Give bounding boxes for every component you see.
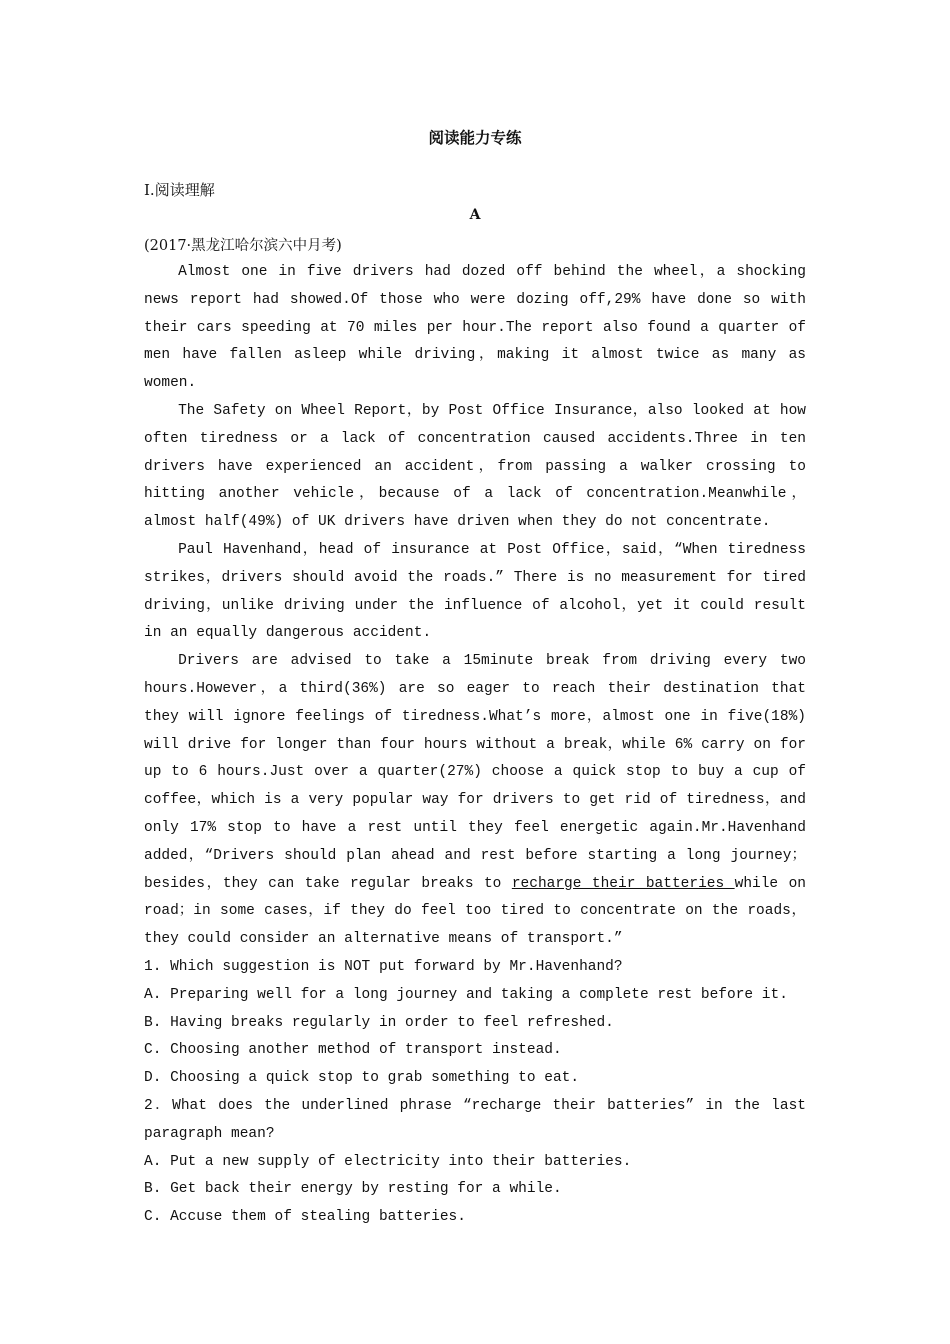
question-1-option-a: A. Preparing well for a long journey and taking a complete rest before it. xyxy=(144,986,788,1003)
page-title: 阅读能力专练 xyxy=(428,129,522,147)
passage-source: (2017·黑龙江哈尔滨六中月考) xyxy=(144,238,342,254)
question-2-option-a: A. Put a new supply of electricity into their batteries. xyxy=(144,1153,632,1170)
passage-label: A xyxy=(469,207,481,223)
paragraph-2: The Safety on Wheel Report，by Post Office Insurance，also looked at how often tiredness or a lack of concentration caused accidents.Three in ten drivers have experienced an accident，from passing a walker crossing to hitting another vehicle，because of a lack of concentration.Meanwhile，almost half(49%) of UK drivers have driven when they do not concentrate. xyxy=(144,402,806,531)
question-1-option-d: D. Choosing a quick stop to grab something to eat. xyxy=(144,1070,580,1087)
underlined-phrase: recharge their batteries xyxy=(511,875,735,892)
section-heading: Ⅰ.阅读理解 xyxy=(144,181,215,199)
paragraph-4-text-end: while on road；in some cases，if they do feel too tired to concentrate on the roads，they could consider an alternative means of transport.” xyxy=(144,875,806,948)
paragraph-4-text: Drivers are advised to take a 15minute break from driving every two hours.However，a third(36%) are so eager to reach their destination that they will ignore feelings of tiredness.What’s more，almost one in five(18%) will drive for longer than four hours without a break，while 6% carry on for up to 6 hours.Just over a quarter(27%) choose a quick stop to buy a cup of coffee，which is a very popular way for drivers to get rid of tiredness，and only 17% stop to have a rest until they feel energetic again.Mr.Havenhand added，“Drivers should plan ahead and rest before starting a long journey；besides，they can take regular breaks to xyxy=(144,653,806,892)
paragraph-4 xyxy=(144,648,806,954)
question-2-stem: 2．What does the underlined phrase “recharge their batteries” in the last paragraph mean? xyxy=(144,1097,806,1142)
question-1-stem: 1. Which suggestion is NOT put forward by Mr.Havenhand? xyxy=(144,958,623,975)
question-1-option-b: B. Having breaks regularly in order to feel refreshed. xyxy=(144,1014,614,1031)
paragraph-3: Paul Havenhand，head of insurance at Post Office，said，“When tiredness strikes，drivers should avoid the roads.” There is no measurement for tired driving，unlike driving under the influence of alcohol，yet it could result in an equally dangerous accident. xyxy=(144,541,806,642)
paragraph-1: Almost one in five drivers had dozed off behind the wheel，a shocking news report had showed.Of those who were dozing off,29% have done so with their cars speeding at 70 miles per hour.The report also found a quarter of men have fallen asleep while driving，making it almost twice as many as women. xyxy=(144,264,806,392)
question-2-option-c: C. Accuse them of stealing batteries. xyxy=(144,1209,466,1226)
passage-body xyxy=(144,259,806,1232)
question-2-option-b: B. Get back their energy by resting for a while. xyxy=(144,1181,562,1198)
question-1-option-c: C. Choosing another method of transport instead. xyxy=(144,1042,562,1059)
